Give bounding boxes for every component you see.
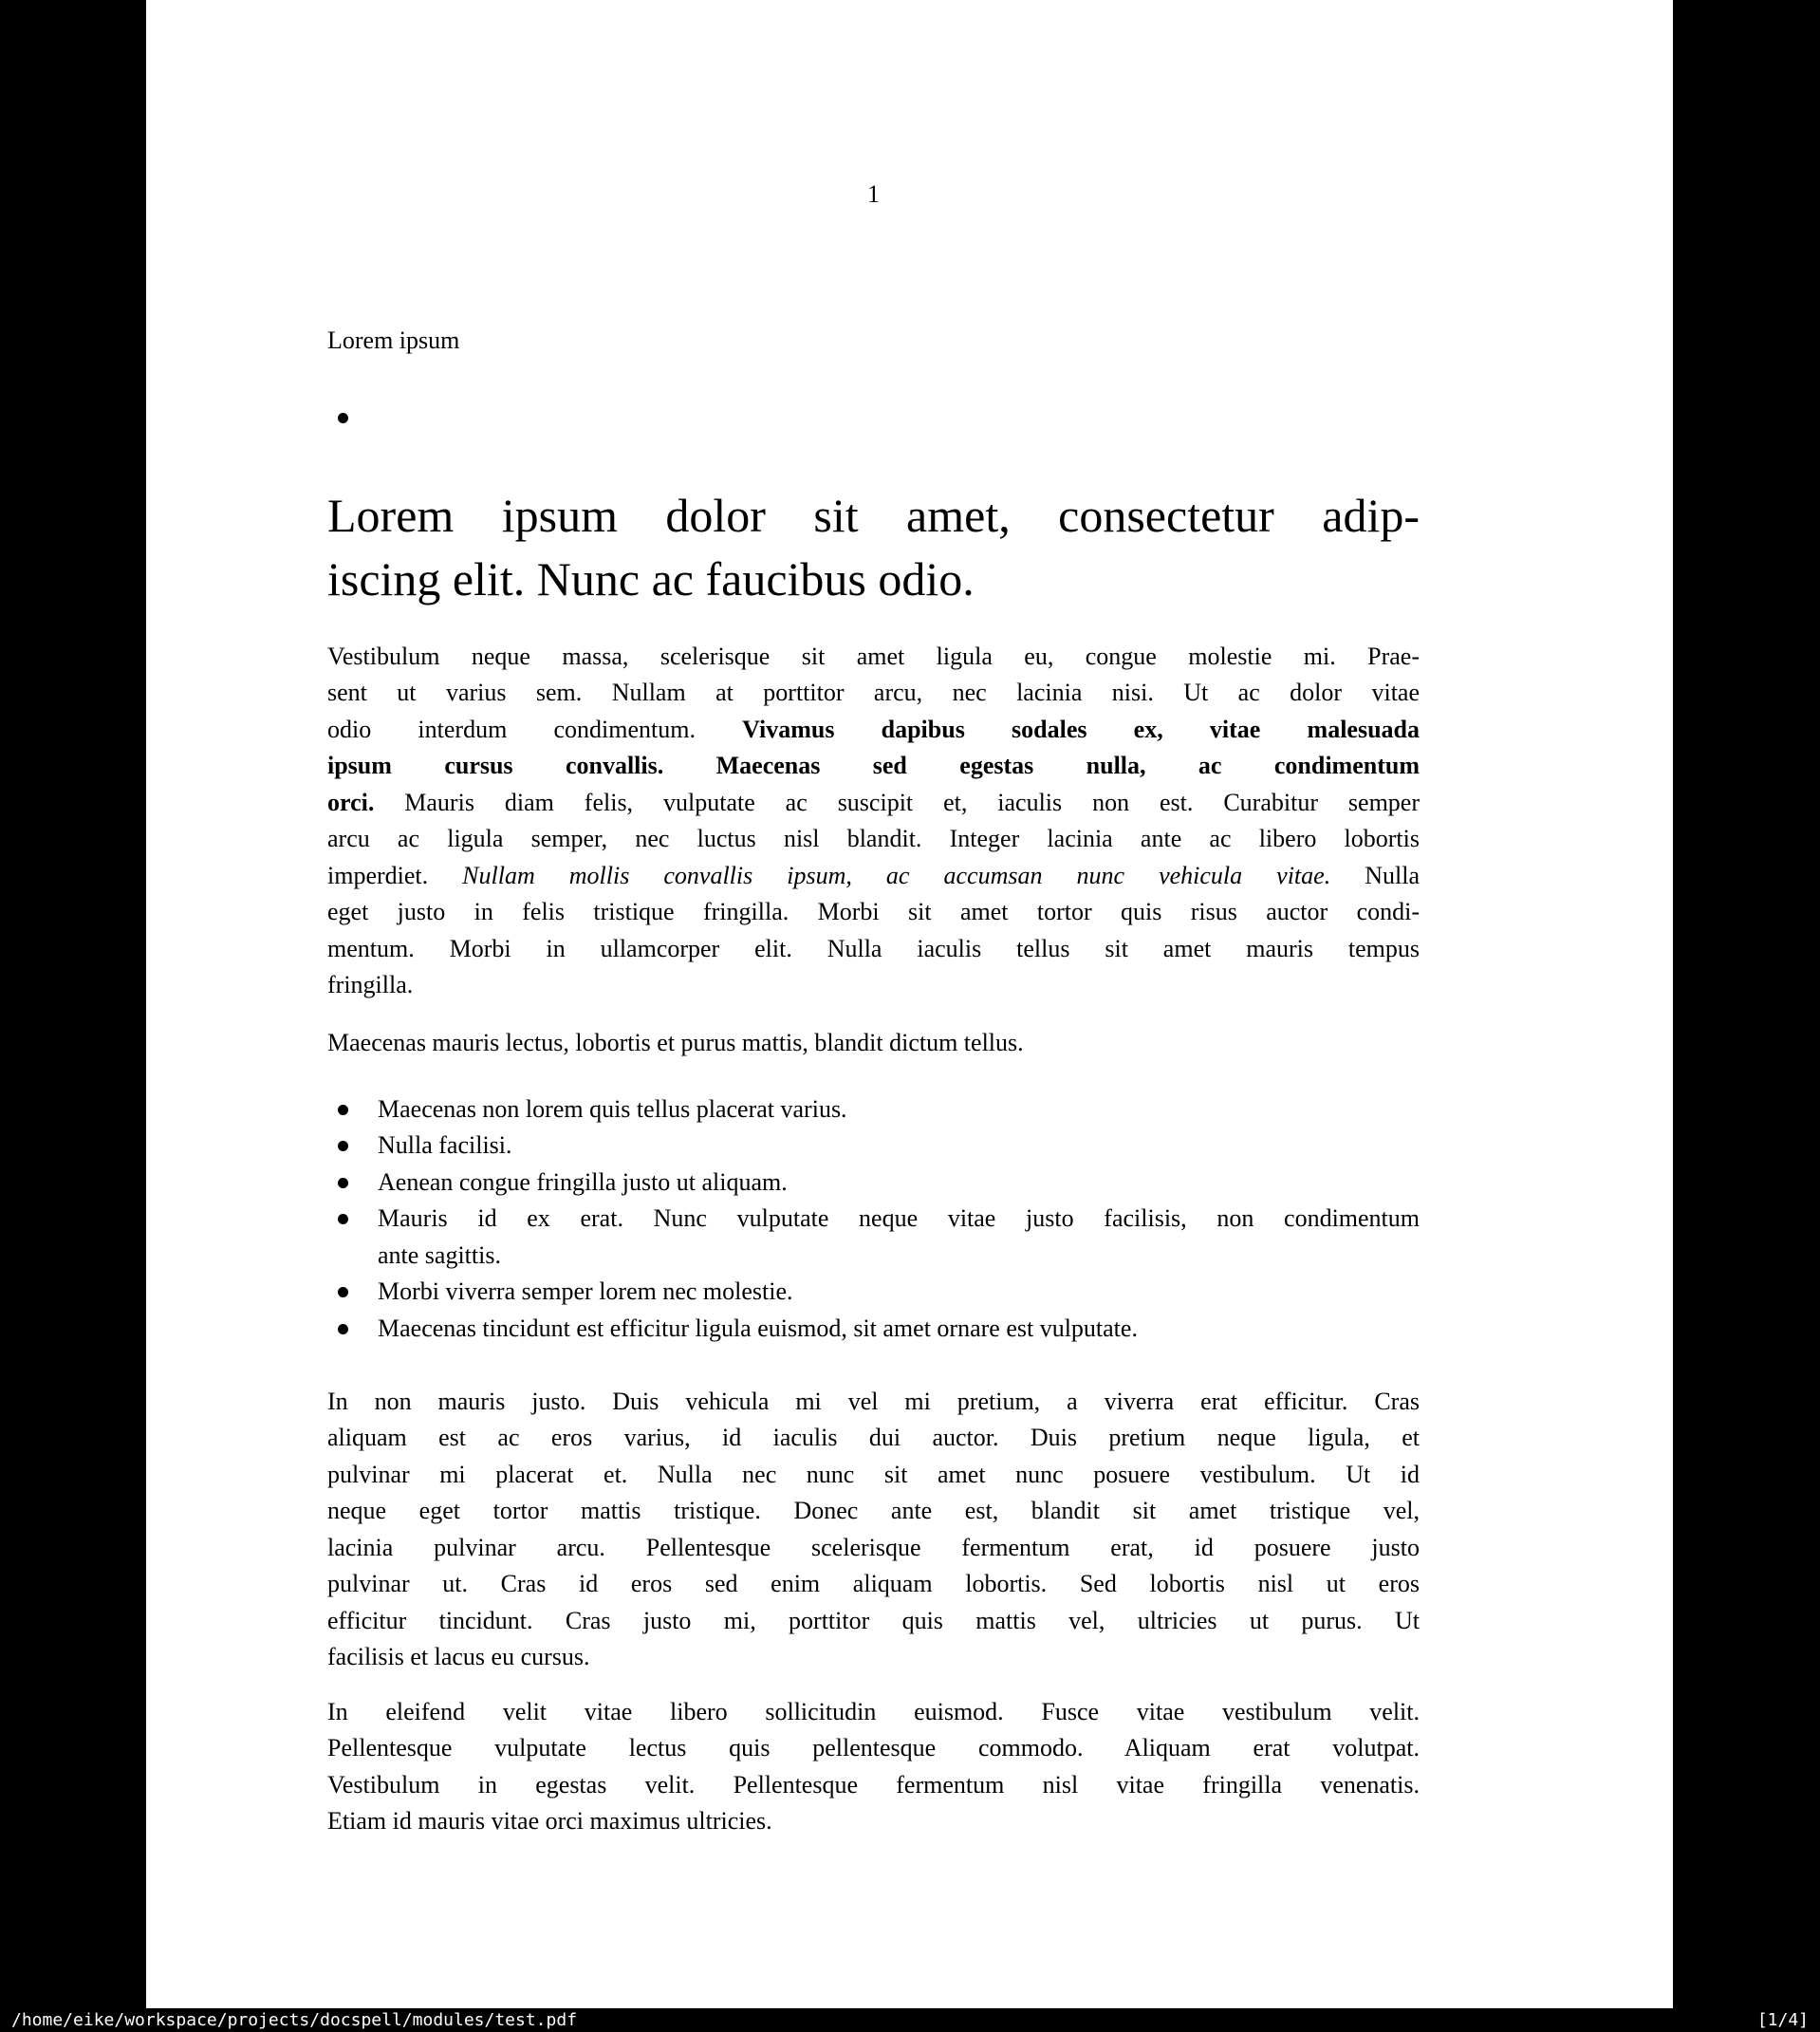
- bold-text: Vivamus dapibus sodales ex, vitae malesuada: [742, 715, 1420, 743]
- text-line: [378, 1091, 1420, 1128]
- text-line: [378, 1201, 1420, 1238]
- paragraph: [327, 1025, 1420, 1062]
- body-text: Etiam id mauris vitae orci maximus ultricies.: [327, 1807, 772, 1835]
- body-text: odio interdum condimentum.: [327, 715, 743, 743]
- body-text: ante sagittis.: [378, 1240, 501, 1269]
- body-text: fringilla.: [327, 971, 414, 998]
- bullet-list: [327, 400, 1420, 437]
- list-item: [327, 1311, 1420, 1348]
- bullet-icon: [338, 1214, 348, 1224]
- paragraph: [327, 323, 1420, 360]
- body-text: imperdiet.: [327, 861, 463, 889]
- text-line: [327, 748, 1420, 785]
- bullet-icon: [338, 1324, 348, 1334]
- body-text: Vestibulum neque massa, scelerisque sit amet ligula eu, congue molestie mi. Prae-: [327, 642, 1420, 670]
- body-text: neque eget tortor mattis tristique. Donec ante est, blandit sit amet tristique vel,: [327, 1497, 1420, 1524]
- body-text: pulvinar mi placerat et. Nulla nec nunc sit amet nunc posuere vestibulum. Ut id: [327, 1460, 1420, 1488]
- text-line: [327, 967, 1420, 1004]
- text-line: [327, 1566, 1420, 1603]
- italic-text: Nullam mollis convallis ipsum, ac accumsan nunc vehicula vitae.: [462, 861, 1331, 889]
- document-text-block: [327, 0, 1420, 1840]
- text-line: [327, 894, 1420, 931]
- body-text: In eleifend velit vitae libero sollicitudin euismod. Fusce vitae vestibulum velit.: [327, 1697, 1420, 1725]
- body-text: lacinia pulvinar arcu. Pellentesque scelerisque fermentum erat, id posuere justo: [327, 1533, 1420, 1561]
- body-text: sent ut varius sem. Nullam at porttitor arcu, nec lacinia nisi. Ut ac dolor vitae: [327, 679, 1420, 706]
- body-text: Lorem ipsum: [327, 326, 460, 354]
- text-line: [327, 1603, 1420, 1640]
- body-text: Maecenas tincidunt est efficitur ligula euismod, sit amet ornare est vulputate.: [378, 1314, 1138, 1342]
- text-line: [327, 1025, 1420, 1062]
- body-text: arcu ac ligula semper, nec luctus nisl blandit. Integer lacinia ante ac libero lobortis: [327, 825, 1420, 852]
- text-line: [327, 858, 1420, 895]
- text-line: [327, 931, 1420, 968]
- text-line: [378, 1311, 1420, 1348]
- list-item: [327, 1091, 1420, 1128]
- bullet-icon: [338, 413, 348, 423]
- body-text: aliquam est ac eros varius, id iaculis dui auctor. Duis pretium neque ligula, et: [327, 1424, 1420, 1451]
- document-heading: [327, 484, 1420, 611]
- body-text: Morbi viverra semper lorem nec molestie.: [378, 1277, 793, 1305]
- body-text: Pellentesque vulputate lectus quis pellentesque commodo. Aliquam erat volutpat.: [327, 1734, 1420, 1762]
- paragraph: [327, 1694, 1420, 1840]
- text-line: [327, 1420, 1420, 1457]
- body-text: Vestibulum in egestas velit. Pellentesque fermentum nisl vitae fringilla venenatis.: [327, 1770, 1420, 1799]
- body-text: pulvinar ut. Cras id eros sed enim aliquam lobortis. Sed lobortis nisl ut eros: [327, 1570, 1420, 1597]
- bullet-icon: [338, 1105, 348, 1115]
- text-line: [378, 400, 1420, 437]
- text-line: [327, 785, 1420, 822]
- paragraph: [327, 1384, 1420, 1676]
- page-number: 1: [867, 180, 880, 208]
- pdf-page[interactable]: [146, 0, 1673, 2008]
- bullet-list: [327, 1091, 1420, 1348]
- body-text: Maecenas mauris lectus, lobortis et purus mattis, blandit dictum tellus.: [327, 1028, 1024, 1056]
- body-text: Maecenas non lorem quis tellus placerat varius.: [378, 1094, 847, 1123]
- statusbar-file-path: /home/eike/workspace/projects/docspell/modules/test.pdf: [11, 2010, 578, 2030]
- text-line: [327, 1493, 1420, 1530]
- text-line: [327, 712, 1420, 749]
- text-line: [327, 1803, 1420, 1840]
- text-line: [327, 1767, 1420, 1804]
- body-text: Aenean congue fringilla justo ut aliquam.: [378, 1167, 788, 1196]
- body-text: facilisis et lacus eu cursus.: [327, 1643, 590, 1670]
- text-line: [327, 548, 1420, 611]
- body-text: iscing elit. Nunc ac faucibus odio.: [327, 551, 975, 606]
- bullet-icon: [338, 1178, 348, 1188]
- body-text: Mauris id ex erat. Nunc vulputate neque vitae justo facilisis, non condimentum: [378, 1204, 1420, 1232]
- bullet-icon: [338, 1287, 348, 1297]
- text-line: [378, 1128, 1420, 1165]
- text-line: [327, 1530, 1420, 1567]
- text-line: [378, 1165, 1420, 1202]
- text-line: [327, 639, 1420, 676]
- bold-text: ipsum cursus convallis. Maecenas sed egestas nulla, ac condimentum: [327, 752, 1420, 779]
- document-blocks: [327, 323, 1420, 1840]
- body-text: Nulla facilisi.: [378, 1131, 512, 1159]
- text-line: [378, 1274, 1420, 1311]
- text-line: [327, 484, 1420, 548]
- statusbar: [0, 2008, 1820, 2032]
- text-line: [327, 323, 1420, 360]
- text-line: [327, 1384, 1420, 1421]
- statusbar-page-indicator: [1/4]: [1756, 2010, 1809, 2030]
- body-text: Nulla: [1330, 861, 1420, 889]
- list-item: [327, 1274, 1420, 1311]
- body-text: eget justo in felis tristique fringilla. Morbi sit amet tortor quis risus auctor condi-: [327, 898, 1420, 925]
- body-text: Lorem ipsum dolor sit amet, consectetur adip-: [327, 488, 1420, 542]
- body-text: In non mauris justo. Duis vehicula mi vel mi pretium, a viverra erat efficitur. Cras: [327, 1387, 1420, 1415]
- list-item: [327, 1165, 1420, 1202]
- bold-text: orci.: [327, 788, 375, 816]
- text-line: [327, 1694, 1420, 1731]
- text-line: [327, 675, 1420, 712]
- list-item: [327, 1128, 1420, 1165]
- bullet-icon: [338, 1141, 348, 1151]
- body-text: mentum. Morbi in ullamcorper elit. Nulla iaculis tellus sit amet mauris tempus: [327, 934, 1420, 962]
- text-line: [327, 1639, 1420, 1676]
- list-item: [327, 400, 1420, 437]
- body-text: efficitur tincidunt. Cras justo mi, porttitor quis mattis vel, ultricies ut purus. Ut: [327, 1606, 1420, 1634]
- list-item: [327, 1201, 1420, 1274]
- text-line: [327, 821, 1420, 858]
- text-line: [327, 1457, 1420, 1494]
- paragraph: [327, 639, 1420, 1004]
- text-line: [378, 1238, 1420, 1275]
- body-text: Mauris diam felis, vulputate ac suscipit et, iaculis non est. Curabitur semper: [374, 788, 1420, 816]
- text-line: [327, 1730, 1420, 1767]
